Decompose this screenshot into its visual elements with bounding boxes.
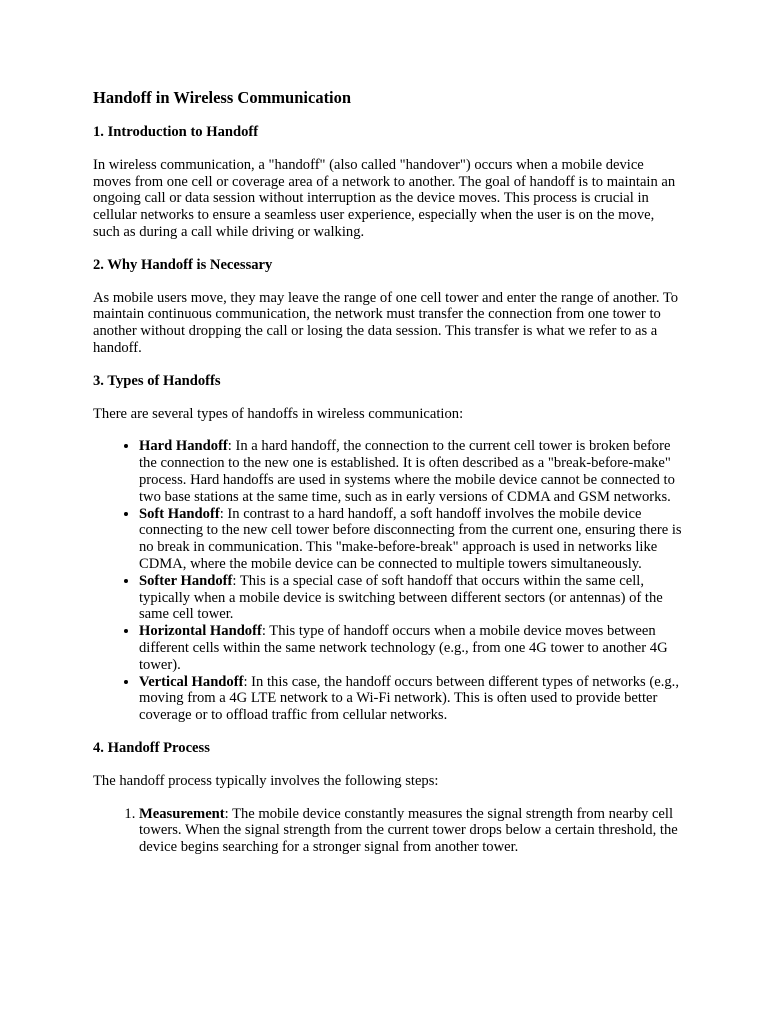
list-item-term: Soft Handoff bbox=[139, 505, 220, 522]
section-process bbox=[93, 740, 683, 856]
section-paragraph: The handoff process typically involves the following steps: bbox=[93, 772, 439, 789]
section-paragraph: As mobile users move, they may leave the range of one cell tower and enter the range of another. To maintain continuous communication, the network must transfer the connection from one tower to another without dropping the call or losing the data session. This transfer is what we refer to as a handoff. bbox=[93, 289, 679, 356]
section-heading: 3. Types of Handoffs bbox=[93, 372, 221, 389]
section-types bbox=[93, 373, 683, 724]
list-item bbox=[139, 674, 683, 724]
list-item-text: : This type of handoff occurs when a mobile device moves between different cells within the same network technology (e.g., from one 4G tower to another 4G tower). bbox=[139, 623, 668, 673]
list-item-text: : In contrast to a hard handoff, a soft handoff involves the mobile device connecting to the new cell tower before disconnecting from the current one, ensuring there is no break in communication. This "make-before-break" approach is used in networks like CDMA, where the mobile device can be connected to multiple towers simultaneously. bbox=[139, 505, 682, 572]
list-item-term: Hard Handoff bbox=[139, 438, 228, 455]
section-heading: 1. Introduction to Handoff bbox=[93, 124, 259, 140]
list-item-text: : In this case, the handoff occurs between different types of networks (e.g., moving from a 4G LTE network to a Wi-Fi network). This is often used to provide better coverage or to offload traffic from cellular networks. bbox=[139, 673, 679, 724]
list-item bbox=[139, 438, 683, 505]
section-introduction bbox=[93, 124, 683, 241]
list-item bbox=[139, 623, 683, 673]
list-item bbox=[139, 573, 683, 623]
list-item-text: : In a hard handoff, the connection to the current cell tower is broken before the connection to the new one is established. It is often described as a "break-before-make" process. Hard handoffs are used in systems where the mobile device cannot be connected to two base stations at the same time, such as in early versions of CDMA and GSM networks. bbox=[139, 438, 675, 505]
section-heading: 4. Handoff Process bbox=[93, 739, 210, 756]
document-title: Handoff in Wireless Communication bbox=[93, 88, 352, 107]
list-item-term: Measurement bbox=[139, 805, 225, 822]
list-item-text: : The mobile device constantly measures the signal strength from nearby cell towers. When the signal strength from the current tower drops below a certain threshold, the device begins searching for a stronger signal from another tower. bbox=[139, 805, 678, 856]
list-item bbox=[139, 506, 683, 573]
section-heading: 2. Why Handoff is Necessary bbox=[93, 256, 273, 273]
list-item-term: Horizontal Handoff bbox=[139, 623, 262, 640]
section-paragraph: In wireless communication, a "handoff" (also called "handover") occurs when a mobile device moves from one cell or coverage area of a network to another. The goal of handoff is to maintain an ongoing call or data session without interruption as the device moves. This process is crucial in cellular networks to ensure a seamless user experience, especially when the user is on the move, such as during a call while driving or walking. bbox=[93, 156, 676, 240]
list-item bbox=[139, 806, 683, 856]
section-why-necessary bbox=[93, 257, 683, 357]
process-steps-list bbox=[93, 806, 683, 856]
list-item-term: Vertical Handoff bbox=[139, 673, 244, 690]
document-page bbox=[93, 88, 683, 872]
list-item-term: Softer Handoff bbox=[139, 572, 233, 589]
section-paragraph: There are several types of handoffs in wireless communication: bbox=[93, 405, 464, 422]
types-list bbox=[93, 438, 683, 724]
list-item-text: : This is a special case of soft handoff that occurs within the same cell, typically when a mobile device is switching between different sectors (or antennas) of the same cell tower. bbox=[139, 572, 663, 623]
